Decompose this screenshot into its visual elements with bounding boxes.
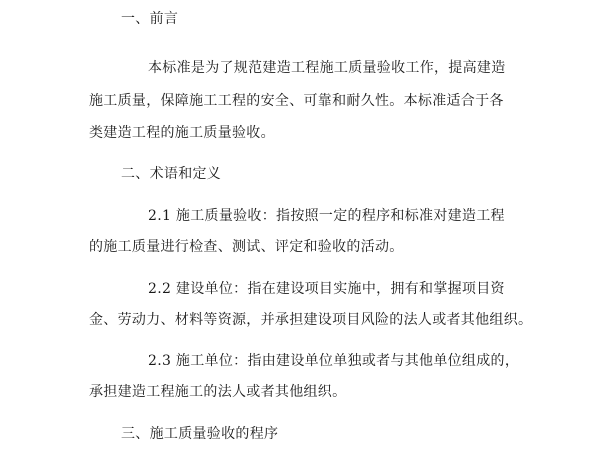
definition-line: 2.3 施工单位：指由建设单位单独或者与其他单位组成的，: [148, 353, 520, 369]
definition-line: 2.2 建设单位：指在建设项目实施中，拥有和掌握项目资: [148, 281, 505, 297]
paragraph-line: 施工质量，保障施工工程的安全、可靠和耐久性。本标准适合于各: [89, 93, 504, 109]
definition-line: 金、劳动力、材料等资源，并承担建设项目风险的法人或者其他组织。: [89, 312, 533, 328]
definition-line: 2.1 施工质量验收：指按照一定的程序和标准对建造工程: [148, 208, 505, 224]
paragraph-line: 本标准是为了规范建造工程施工质量验收工作，提高建造: [148, 60, 506, 76]
section-heading-preface: 一、前言: [121, 11, 179, 27]
paragraph-line: 类建造工程的施工质量验收。: [89, 125, 275, 141]
section-heading-procedure: 三、施工质量验收的程序: [121, 426, 279, 442]
definition-line: 的施工质量进行检查、测试、评定和验收的活动。: [89, 239, 404, 255]
definition-line: 承担建造工程施工的法人或者其他组织。: [89, 384, 347, 400]
section-heading-terms: 二、术语和定义: [121, 166, 222, 182]
